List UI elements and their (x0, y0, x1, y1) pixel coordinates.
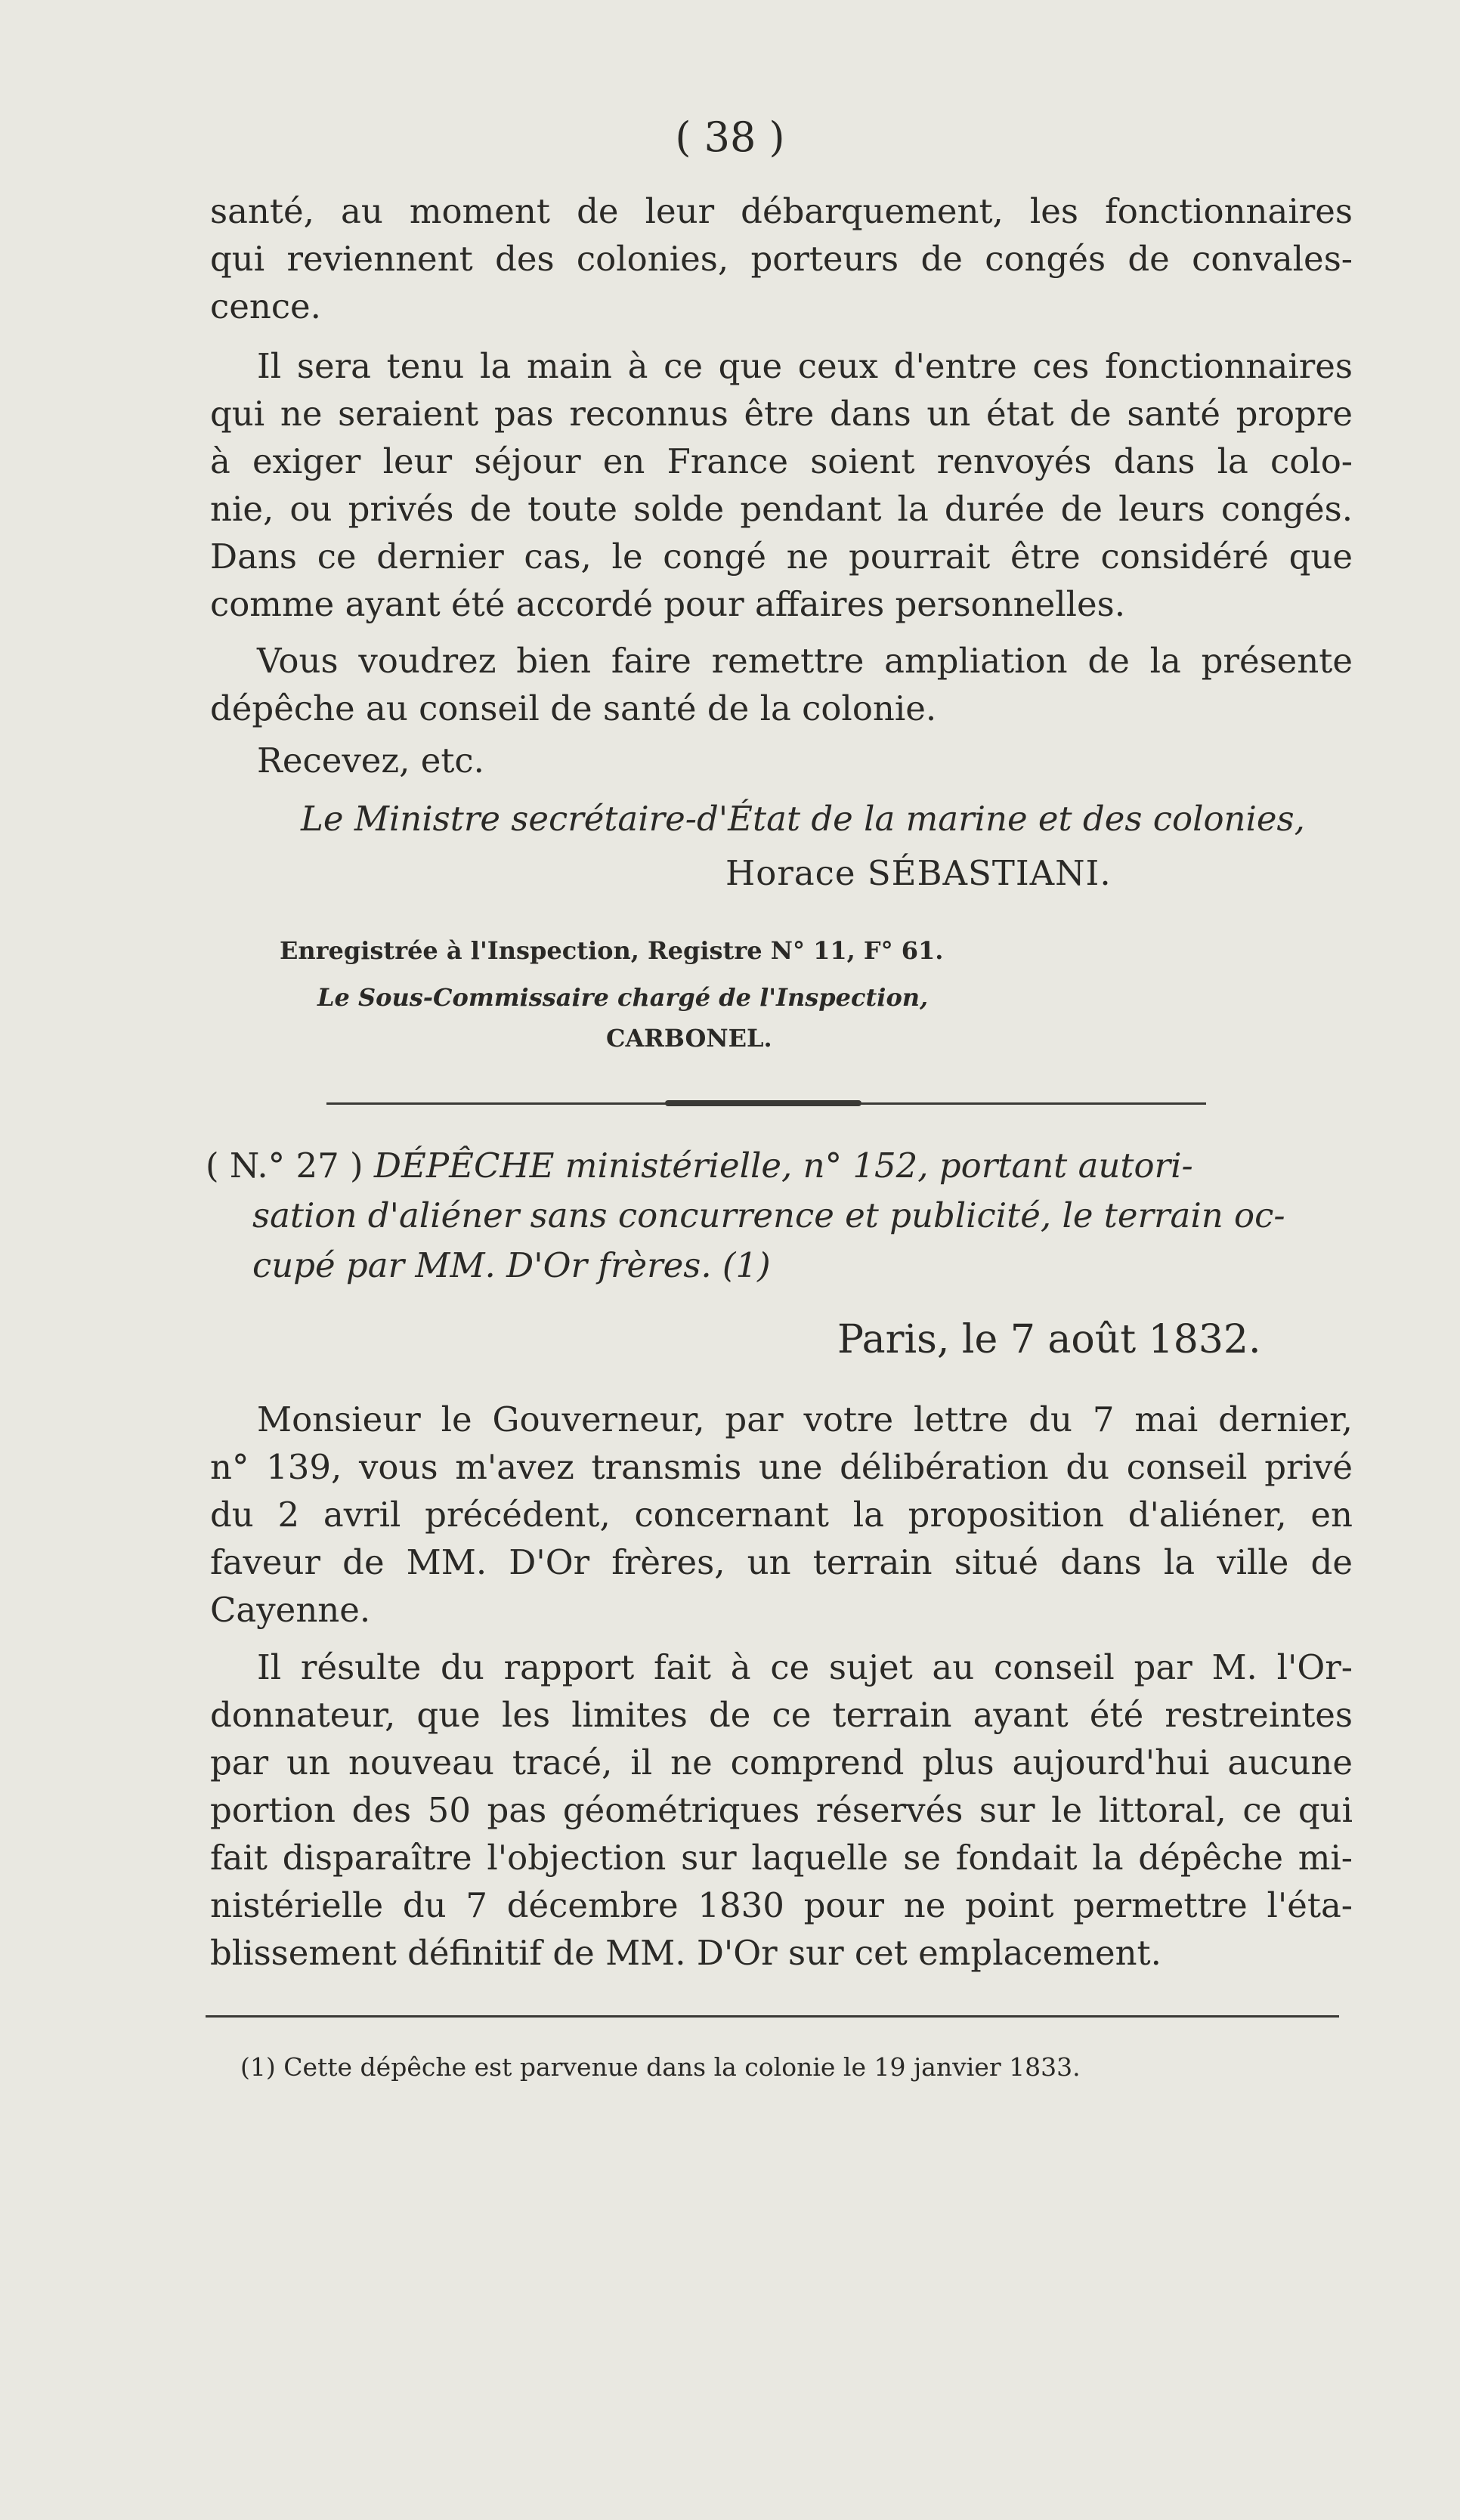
inspection-officer: Le Sous-Commissaire chargé de l'Inspection, (317, 983, 929, 1012)
text-line: par un nouveau tracé, il ne comprend plus aujourd'hui aucune (210, 1742, 1353, 1783)
text-line: Monsieur le Gouverneur, par votre lettre du 7 mai dernier, (257, 1399, 1353, 1439)
text-line: portion des 50 pas géométriques réservés sur le littoral, ce qui (210, 1790, 1353, 1830)
closing-line (210, 737, 1353, 784)
minister-title: Le Ministre secrétaire-d'État de la marine et des colonies, (301, 799, 1305, 839)
text-line: dépêche au conseil de santé de la colonie. (210, 688, 937, 728)
text-line: comme ayant été accordé pour affaires personnelles. (210, 584, 1126, 624)
document-heading (206, 1141, 1354, 1291)
letter-paragraph-two (210, 1643, 1353, 1977)
text-line: Dans ce dernier cas, le congé ne pourrait être considéré que (210, 536, 1353, 577)
inspection-officer-name: CARBONEL. (606, 1024, 772, 1053)
text-line: fait disparaître l'objection sur laquelle se fondait la dépêche mi- (210, 1838, 1353, 1878)
footnote: (1) Cette dépêche est parvenue dans la colonie le 19 janvier 1833. (240, 2052, 1081, 2082)
text-line: Il sera tenu la main à ce que ceux d'entre ces fonctionnaires (257, 346, 1353, 386)
continuation-paragraph (210, 187, 1353, 330)
registration-line: Enregistrée à l'Inspection, Registre N° 11, F° 61. (280, 936, 944, 965)
text-line: donnateur, que les limites de ce terrain ayant été restreintes (210, 1695, 1353, 1735)
text-line: faveur de MM. D'Or frères, un terrain situé dans la ville de (210, 1542, 1353, 1582)
dateline: Paris, le 7 août 1832. (837, 1317, 1261, 1362)
text-line: nie, ou privés de toute solde pendant la durée de leurs congés. (210, 489, 1353, 529)
text-line: cence. (210, 286, 321, 326)
text-line: qui ne seraient pas reconnus être dans un état de santé propre (210, 394, 1353, 434)
text-line: nistérielle du 7 décembre 1830 pour ne point permettre l'éta- (210, 1885, 1353, 1925)
text-line: Cayenne. (210, 1590, 371, 1630)
minister-name: Horace SÉBASTIANI. (725, 853, 1112, 893)
page-number: ( 38 ) (675, 113, 785, 161)
heading-line-2: sation d'aliéner sans concurrence et publicité, le terrain oc- (252, 1195, 1285, 1235)
text-line: du 2 avril précédent, concernant la proposition d'aliéner, en (210, 1495, 1353, 1535)
footnote-rule (206, 2015, 1339, 2018)
text-line: Il résulte du rapport fait à ce sujet au conseil par M. l'Or- (257, 1647, 1353, 1687)
text-line: Vous voudrez bien faire remettre ampliation de la présente (257, 641, 1353, 681)
heading-line-1 (206, 1141, 1354, 1191)
heading-line-3: cupé par MM. D'Or frères. (1) (252, 1245, 771, 1285)
document-number: ( N.° 27 ) (206, 1146, 363, 1186)
paragraph-two (210, 342, 1353, 628)
letter-paragraph-one (210, 1396, 1353, 1634)
text-line: santé, au moment de leur débarquement, les fonctionnaires (210, 191, 1353, 231)
section-divider-center (665, 1100, 861, 1106)
text-line: blissement définitif de MM. D'Or sur cet emplacement. (210, 1933, 1162, 1973)
paragraph-three (210, 637, 1353, 732)
heading-title-start: DÉPÊCHE ministérielle, n° 152, portant autori- (373, 1146, 1193, 1186)
text-line: n° 139, vous m'avez transmis une délibération du conseil privé (210, 1447, 1353, 1487)
closing-text: Recevez, etc. (257, 741, 484, 781)
text-line: qui reviennent des colonies, porteurs de congés de convales- (210, 239, 1353, 279)
text-line: à exiger leur séjour en France soient renvoyés dans la colo- (210, 441, 1353, 481)
